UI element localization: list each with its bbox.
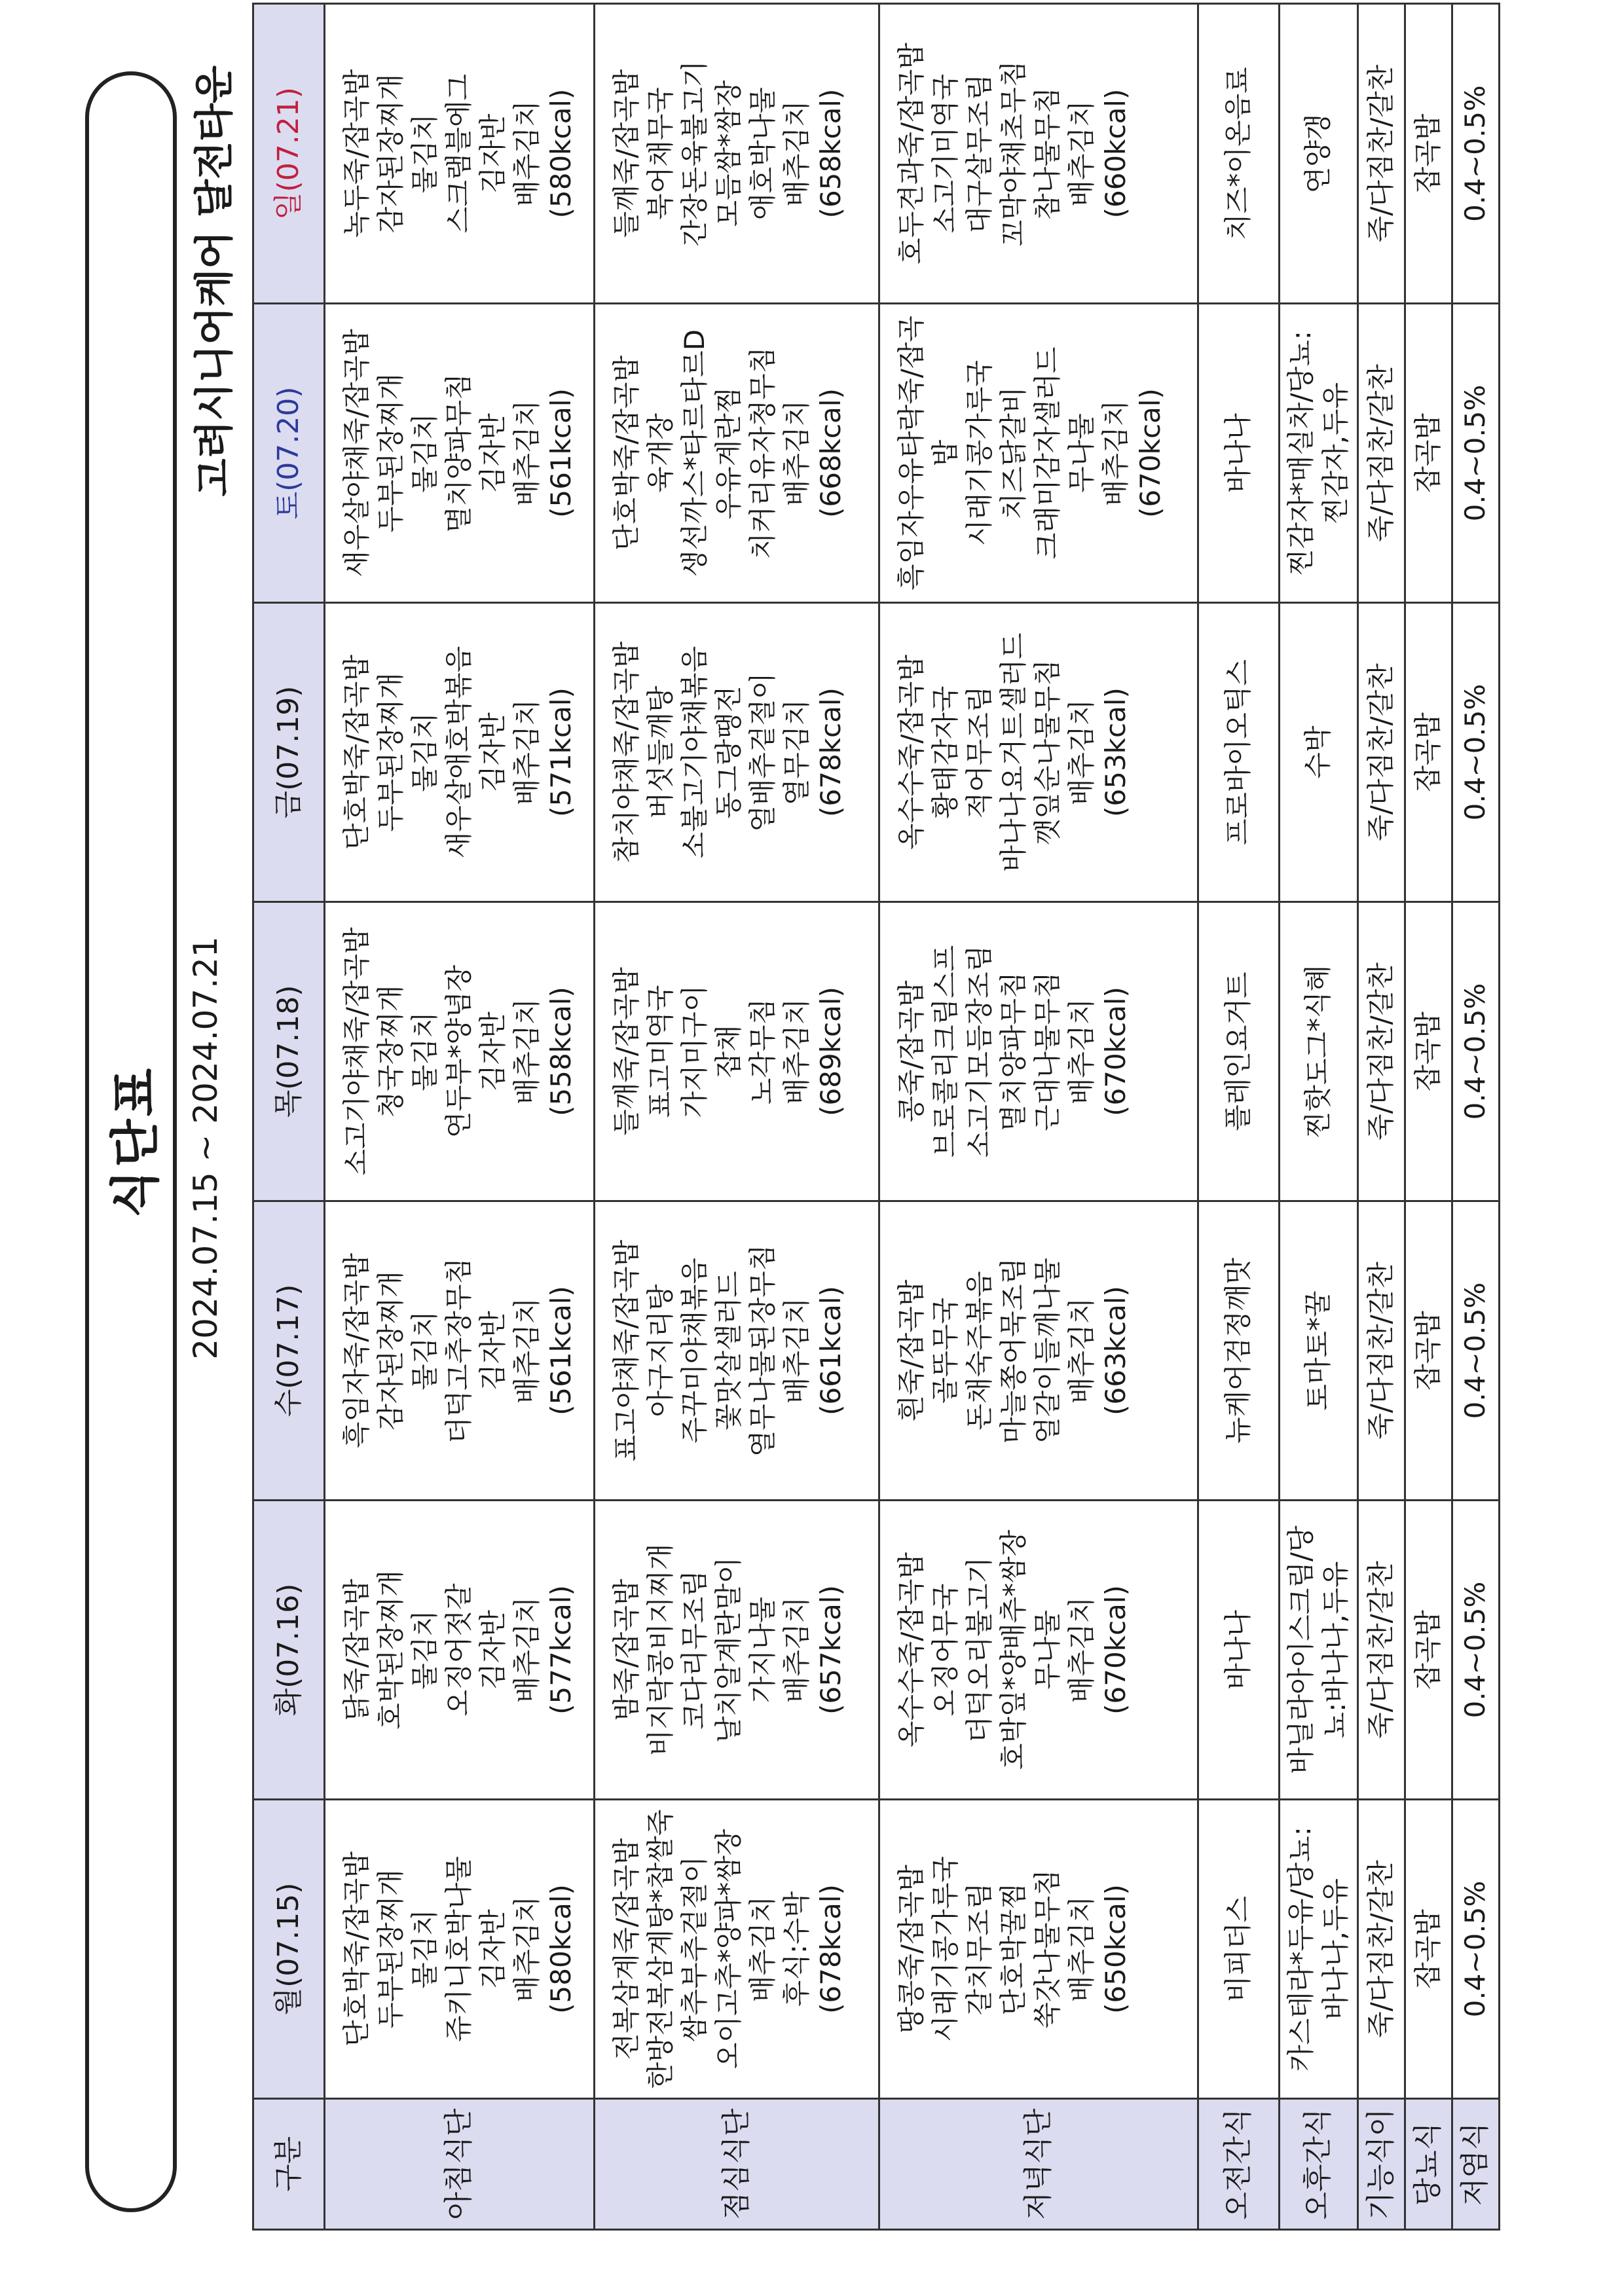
menu-cell-tue: 죽/다짐찬/갈찬 bbox=[1358, 1501, 1405, 1800]
facility-name: 고려시니어케어 달전타운 bbox=[192, 65, 238, 497]
menu-table bbox=[252, 3, 1500, 2231]
menu-cell-wed: 흰죽/잡곡밥 골뚜무국 돈채숙주볶음 마늘쫑어묵조림 얼갈이들깨나물 배추김치 (663kcal) bbox=[879, 1201, 1198, 1501]
afternoon-snack-row bbox=[1280, 4, 1358, 2230]
lunch-row bbox=[595, 4, 879, 2230]
row-label: 아침식단 bbox=[325, 2099, 595, 2230]
menu-cell-wed: 흑임자죽/잡곡밥 감자된장찌개 물김치 더덕고추장무침 김자반 배추김치 (561kcal) bbox=[325, 1201, 595, 1501]
day-header-tue: 화(07.16) bbox=[253, 1501, 325, 1800]
breakfast-row bbox=[325, 4, 595, 2230]
menu-cell-fri: 프로바이오틱스 bbox=[1198, 603, 1280, 902]
menu-cell-thu: 찐핫도그*식혜 bbox=[1280, 902, 1358, 1201]
menu-cell-sun: 잡곡밥 bbox=[1405, 4, 1452, 304]
menu-cell-fri: 옥수수죽/잡곡밥 황태감자국 적어무조림 바나나요거트샐러드 깻잎순나물무침 배추김치 (653kcal) bbox=[879, 603, 1198, 902]
menu-cell-thu: 들깨죽/잡곡밥 표고미역국 가지미구이 잡채 노각무침 배추김치 (689kcal) bbox=[595, 902, 879, 1201]
menu-cell-wed: 뉴케어검정깨맛 bbox=[1198, 1201, 1280, 1501]
menu-cell-tue: 바닐라아이스크림/당 뇨:바나나,두유 bbox=[1280, 1501, 1358, 1800]
menu-cell-fri: 잡곡밥 bbox=[1405, 603, 1452, 902]
day-header-sun: 일(07.21) bbox=[253, 4, 325, 304]
menu-cell-tue: 바나나 bbox=[1198, 1501, 1280, 1800]
day-header-sat: 토(07.20) bbox=[253, 304, 325, 603]
menu-cell-fri: 0.4~0.5% bbox=[1452, 603, 1500, 902]
menu-cell-sat: 새우살야채죽/잡곡밥 두부된장찌개 물김치 멸치양파무침 김자반 배추김치 (561kcal) bbox=[325, 304, 595, 603]
menu-cell-sat: 흑임자우유타락죽/잡곡밥 시래기콩가루국 치즈닭갈비 크래미감자샐러드 무나물 배추김치 (670kcal) bbox=[879, 304, 1198, 603]
menu-cell-sat: 단호박죽/잡곡밥 육개장 생선까스*타르타르D 우유계란찜 치커리유자청무침 배추김치 (668kcal) bbox=[595, 304, 879, 603]
menu-cell-sat: 죽/다짐찬/갈찬 bbox=[1358, 304, 1405, 603]
menu-cell-fri: 수박 bbox=[1280, 603, 1358, 902]
row-label: 기능식이 bbox=[1358, 2099, 1405, 2230]
title-banner bbox=[85, 71, 177, 2212]
menu-cell-mon: 단호박죽/잡곡밥 두부된장찌개 물김치 쥬키니호박나물 김자반 배추김치 (580kcal) bbox=[325, 1800, 595, 2099]
menu-cell-mon: 전복삼계죽/잡곡밥 한방전복삼계탕*찹쌀죽 쌈추부추겉절이 오이고추*양파*쌈장 배추김치 후식:수박 (678kcal) bbox=[595, 1800, 879, 2099]
diabetic-diet-row bbox=[1405, 4, 1452, 2230]
menu-cell-wed: 잡곡밥 bbox=[1405, 1201, 1452, 1501]
category-header: 구분 bbox=[253, 2099, 325, 2230]
menu-cell-mon: 죽/다짐찬/갈찬 bbox=[1358, 1800, 1405, 2099]
day-header-thu: 목(07.18) bbox=[253, 902, 325, 1201]
menu-cell-sun: 0.4~0.5% bbox=[1452, 4, 1500, 304]
texture-diet-row bbox=[1358, 4, 1405, 2230]
menu-cell-mon: 비피더스 bbox=[1198, 1800, 1280, 2099]
menu-cell-sat: 0.4~0.5% bbox=[1452, 304, 1500, 603]
row-label: 저염식 bbox=[1452, 2099, 1500, 2230]
menu-cell-sat: 찐감자*매실차/당뇨: 찐감자,두유 bbox=[1280, 304, 1358, 603]
menu-cell-tue: 옥수수죽/잡곡밥 오징어무국 더덕오리불고기 호박잎*양배추*쌈장 무나물 배추김치 (670kcal) bbox=[879, 1501, 1198, 1800]
menu-cell-wed: 토마토*꿀 bbox=[1280, 1201, 1358, 1501]
menu-cell-thu: 콩죽/잡곡밥 브로콜리크림스프 소고기모듬장조림 멸치양파무침 근대나물무침 배추김치 (670kcal) bbox=[879, 902, 1198, 1201]
day-header-wed: 수(07.17) bbox=[253, 1201, 325, 1501]
menu-cell-sun: 녹두죽/잡곡밥 감자된장찌개 물김치 스크램블에그 김자반 배추김치 (580kcal) bbox=[325, 4, 595, 304]
menu-cell-tue: 닭죽/잡곡밥 호박된장찌개 물김치 오징어젓갈 김자반 배추김치 (577kcal) bbox=[325, 1501, 595, 1800]
menu-cell-sun: 호두견과죽/잡곡밥 소고기미역국 대구살무조림 꼬막야채초무침 참나물무침 배추김치 (660kcal) bbox=[879, 4, 1198, 304]
menu-cell-thu: 잡곡밥 bbox=[1405, 902, 1452, 1201]
menu-cell-tue: 밤죽/잡곡밥 비지락콩비지찌개 코다리무조림 날치알계란말이 가지나물 배추김치 (657kcal) bbox=[595, 1501, 879, 1800]
row-label: 저녁식단 bbox=[879, 2099, 1198, 2230]
day-header-mon: 월(07.15) bbox=[253, 1800, 325, 2099]
menu-cell-mon: 잡곡밥 bbox=[1405, 1800, 1452, 2099]
menu-cell-thu: 0.4~0.5% bbox=[1452, 902, 1500, 1201]
menu-cell-tue: 잡곡밥 bbox=[1405, 1501, 1452, 1800]
row-label: 점심식단 bbox=[595, 2099, 879, 2230]
menu-cell-wed: 0.4~0.5% bbox=[1452, 1201, 1500, 1501]
menu-cell-sun: 치즈*이온음료 bbox=[1198, 4, 1280, 304]
menu-cell-sun: 들깨죽/잡곡밥 북어채무국 간장돈육불고기 모듬쌈*쌈장 애호박나물 배추김치 (658kcal) bbox=[595, 4, 879, 304]
low-salt-diet-row bbox=[1452, 4, 1500, 2230]
menu-cell-thu: 죽/다짐찬/갈찬 bbox=[1358, 902, 1405, 1201]
menu-cell-wed: 표고야채죽/잡곡밥 아구지리탕 주꾸미야채볶음 꽃맛살샐러드 열무나물된장무침 배추김치 (661kcal) bbox=[595, 1201, 879, 1501]
morning-snack-row bbox=[1198, 4, 1280, 2230]
menu-cell-mon: 땅콩죽/잡곡밥 시래기콩가루국 갈치무조림 단호박꿀찜 쑥갓나물무침 배추김치 (650kcal) bbox=[879, 1800, 1198, 2099]
menu-cell-fri: 단호박죽/잡곡밥 두부된장찌개 물김치 새우살애호박볶음 김자반 배추김치 (571kcal) bbox=[325, 603, 595, 902]
menu-cell-thu: 소고기야채죽/잡곡밥 청국장찌개 물김치 연두부*양념장 김자반 배추김치 (558kcal) bbox=[325, 902, 595, 1201]
menu-cell-fri: 죽/다짐찬/갈찬 bbox=[1358, 603, 1405, 902]
menu-cell-thu: 플레인요거트 bbox=[1198, 902, 1280, 1201]
menu-cell-sun: 죽/다짐찬/갈찬 bbox=[1358, 4, 1405, 304]
menu-cell-mon: 0.4~0.5% bbox=[1452, 1800, 1500, 2099]
menu-cell-wed: 죽/다짐찬/갈찬 bbox=[1358, 1201, 1405, 1501]
row-label: 당뇨식 bbox=[1405, 2099, 1452, 2230]
menu-cell-sat: 잡곡밥 bbox=[1405, 304, 1452, 603]
date-range: 2024.07.15 ~ 2024.07.21 bbox=[187, 936, 225, 1360]
menu-cell-fri: 참치야채죽/잡곡밥 버섯들깨탕 소불고기야채볶음 동그랑땡전 얼배추겉절이 열무김치 (678kcal) bbox=[595, 603, 879, 902]
row-label: 오전간식 bbox=[1198, 2099, 1280, 2230]
dinner-row bbox=[879, 4, 1198, 2230]
day-header-fri: 금(07.19) bbox=[253, 603, 325, 902]
header-row bbox=[253, 4, 325, 2230]
menu-cell-tue: 0.4~0.5% bbox=[1452, 1501, 1500, 1800]
menu-cell-sun: 연양갱 bbox=[1280, 4, 1358, 304]
row-label: 오후간식 bbox=[1280, 2099, 1358, 2230]
menu-cell-mon: 카스테라*두유/당뇨: 바나나,두유 bbox=[1280, 1800, 1358, 2099]
page-title: 식단표 bbox=[105, 1065, 164, 1218]
menu-cell-sat: 바나나 bbox=[1198, 304, 1280, 603]
